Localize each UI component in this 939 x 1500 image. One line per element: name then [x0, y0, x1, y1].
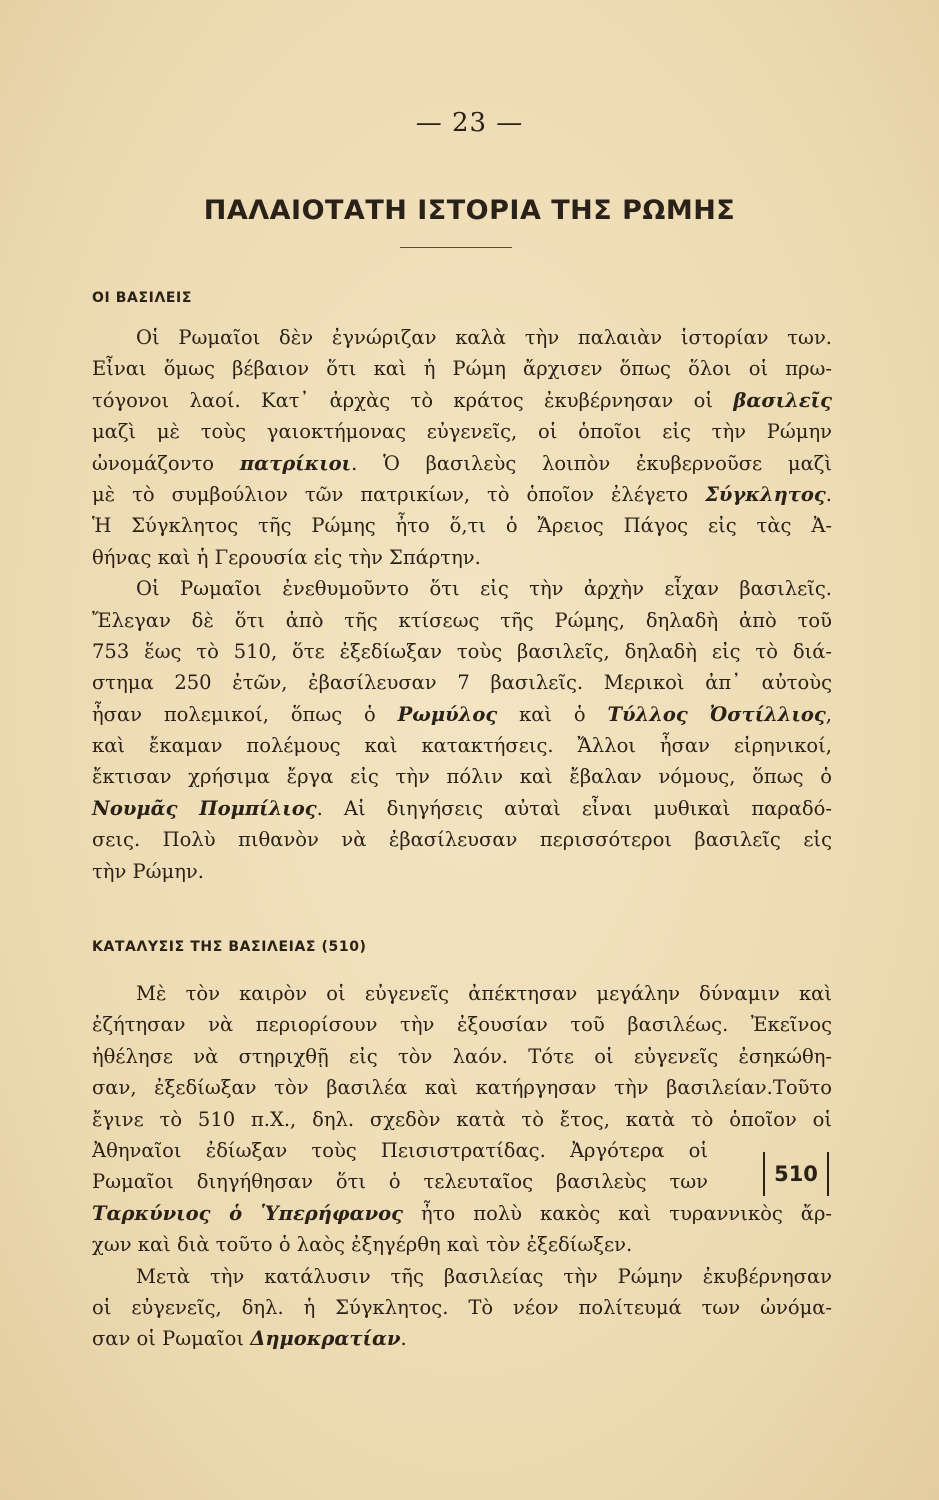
- text-line: [92, 793, 832, 824]
- term-ostillios: Ὀστίλλιος: [709, 702, 826, 726]
- text-run: .: [825, 482, 832, 506]
- term-romylos: Ρωμύλος: [397, 702, 498, 726]
- chapter-title: ΠΑΛΑΙΟΤΑΤΗ ΙΣΤΟΡΙΑ ΤΗΣ ΡΩΜΗΣ: [203, 195, 736, 226]
- text-line: μαζὶ μὲ τοὺς γαιοκτήμονας εὐγενεῖς, οἱ ὁποῖοι εἰς τὴν Ρώμην: [92, 420, 832, 444]
- text-line: σεις. Πολὺ πιθανὸν νὰ ἐβασίλευσαν περισσότεροι βασιλεῖς εἰς: [92, 828, 832, 852]
- text-line: ἔγινε τὸ 510 π.Χ., δηλ. σχεδὸν κατὰ τὸ ἔτος, κατὰ τὸ ὁποῖον οἱ: [92, 1107, 832, 1131]
- term-patrikioi: πατρίκιοι: [239, 451, 352, 475]
- text-line: ἐζήτησαν νὰ περιορίσουν τὴν ἐξουσίαν τοῦ βασιλέως. Ἐκεῖνος: [92, 1013, 832, 1037]
- text-run: ἦσαν πολεμικοί, ὅπως ὁ: [92, 702, 398, 726]
- term-tarkynios: Ταρκύνιος ὁ Ὑπερήφανος: [92, 1201, 404, 1225]
- title-divider: [400, 247, 512, 248]
- margin-date-note: 510: [763, 1152, 829, 1196]
- text-run: τόγονοι λαοί. Κατ᾽ ἀρχὰς τὸ κράτος ἐκυβέρνησαν οἱ: [92, 388, 734, 412]
- text-line: Ἡ Σύγκλητος τῆς Ρώμης ἦτο ὅ,τι ὁ Ἄρειος Πάγος εἰς τὰς Ἀ-: [92, 514, 832, 538]
- text-line: τὴν Ρώμην.: [92, 859, 204, 883]
- term-tyllos: Τύλλος: [607, 702, 688, 726]
- text-line: Ἀθηναῖοι ἐδίωξαν τοὺς Πεισιστρατίδας. Ἀργότερα οἱ: [92, 1138, 708, 1162]
- text-line: [92, 1198, 832, 1229]
- term-synklitos: Σύγκλητος: [705, 482, 826, 506]
- text-line: [92, 479, 832, 510]
- text-line: στημα 250 ἐτῶν, ἐβασίλευσαν 7 βασιλεῖς. Μερικοὶ ἀπ᾽ αὐτοὺς: [92, 671, 832, 695]
- text-run: ,: [825, 702, 832, 726]
- text-line: Ἔλεγαν δὲ ὅτι ἀπὸ τῆς κτίσεως τῆς Ρώμης, δηλαδὴ ἀπὸ τοῦ: [92, 608, 832, 632]
- text-line: 753 ἕως τὸ 510, ὅτε ἐξεδίωξαν τοὺς βασιλεῖς, δηλαδὴ εἰς τὸ διά-: [92, 639, 832, 663]
- text-line: Οἱ Ρωμαῖοι δὲν ἐγνώριζαν καλὰ τὴν παλαιὰν ἱστορίαν των.: [136, 326, 832, 349]
- term-basileis: βασιλεῖς: [733, 388, 832, 412]
- text-line: [92, 1323, 832, 1354]
- text-line: Μετὰ τὴν κατάλυσιν τῆς βασιλείας τὴν Ρώμην ἐκυβέρνησαν: [136, 1264, 832, 1288]
- text-line: χων καὶ διὰ τοῦτο ὁ λαὸς ἐξηγέρθη καὶ τὸν ἐξεδίωξεν.: [92, 1233, 633, 1257]
- section-kings-text: [92, 322, 832, 887]
- text-run: . Αἱ διηγήσεις αὐταὶ εἶναι μυθικαὶ παραδό-: [316, 796, 833, 820]
- text-line: ἠθέλησε νὰ στηριχθῇ εἰς τὸν λαόν. Τότε οἱ εὐγενεῖς ἐσηκώθη-: [92, 1044, 832, 1068]
- text-run: ἦτο πολὺ κακὸς καὶ τυραννικὸς ἄρ-: [403, 1201, 833, 1225]
- text-line: Ρωμαῖοι διηγήθησαν ὅτι ὁ τελευταῖος βασιλεὺς των: [92, 1170, 708, 1194]
- text-line: Μὲ τὸν καιρὸν οἱ εὐγενεῖς ἀπέκτησαν μεγάλην δύναμιν καὶ: [136, 982, 832, 1005]
- text-run: . Ὁ βασιλεὺς λοιπὸν ἐκυβερνοῦσε μαζὶ: [351, 451, 832, 475]
- text-run: καὶ ὁ: [497, 702, 608, 726]
- page-number: — 23 —: [415, 108, 524, 138]
- text-run: μὲ τὸ συμβούλιον τῶν πατρικίων, τὸ ὁποῖον ἐλέγετο: [92, 482, 706, 506]
- text-run: ὠνομάζοντο: [92, 451, 240, 475]
- text-line: σαν, ἐξεδίωξαν τὸν βασιλέα καὶ κατήργησαν τὴν βασιλείαν.Τοῦτο: [92, 1076, 832, 1100]
- text-run: .: [400, 1327, 407, 1351]
- text-line: θήνας καὶ ἡ Γερουσία εἰς τὴν Σπάρτην.: [92, 545, 481, 569]
- text-line: Εἶναι ὅμως βέβαιον ὅτι καὶ ἡ Ρώμη ἄρχισεν ὅπως ὅλοι οἱ πρω-: [92, 357, 832, 381]
- text-line: [92, 448, 832, 479]
- text-line: Οἱ Ρωμαῖοι ἐνεθυμοῦντο ὅτι εἰς τὴν ἀρχὴν εἶχαν βασιλεῖς.: [136, 577, 832, 601]
- text-line: καὶ ἔκαμαν πολέμους καὶ κατακτήσεις. Ἄλλοι ἦσαν εἰρηνικοί,: [92, 734, 832, 758]
- section-abolition-text: [92, 978, 832, 1355]
- text-run: σαν οἱ Ρωμαῖοι: [92, 1327, 251, 1351]
- text-line: οἱ εὐγενεῖς, δηλ. ἡ Σύγκλητος. Τὸ νέον πολίτευμά των ὠνόμα-: [92, 1295, 832, 1319]
- section-heading-kings: ΟΙ ΒΑΣΙΛΕΙΣ: [92, 290, 193, 306]
- text-line: [92, 385, 832, 416]
- section-heading-abolition: ΚΑΤΑΛΥΣΙΣ ΤΗΣ ΒΑΣΙΛΕΙΑΣ (510): [92, 939, 367, 955]
- text-run: [688, 703, 710, 726]
- term-dimokratia: Δημοκρατίαν: [250, 1327, 401, 1351]
- text-line: ἔκτισαν χρήσιμα ἔργα εἰς τὴν πόλιν καὶ ἔβαλαν νόμους, ὅπως ὁ: [92, 765, 832, 789]
- text-line: [92, 699, 832, 730]
- term-noumas-pompilios: Νουμᾶς Πομπίλιος: [92, 796, 317, 820]
